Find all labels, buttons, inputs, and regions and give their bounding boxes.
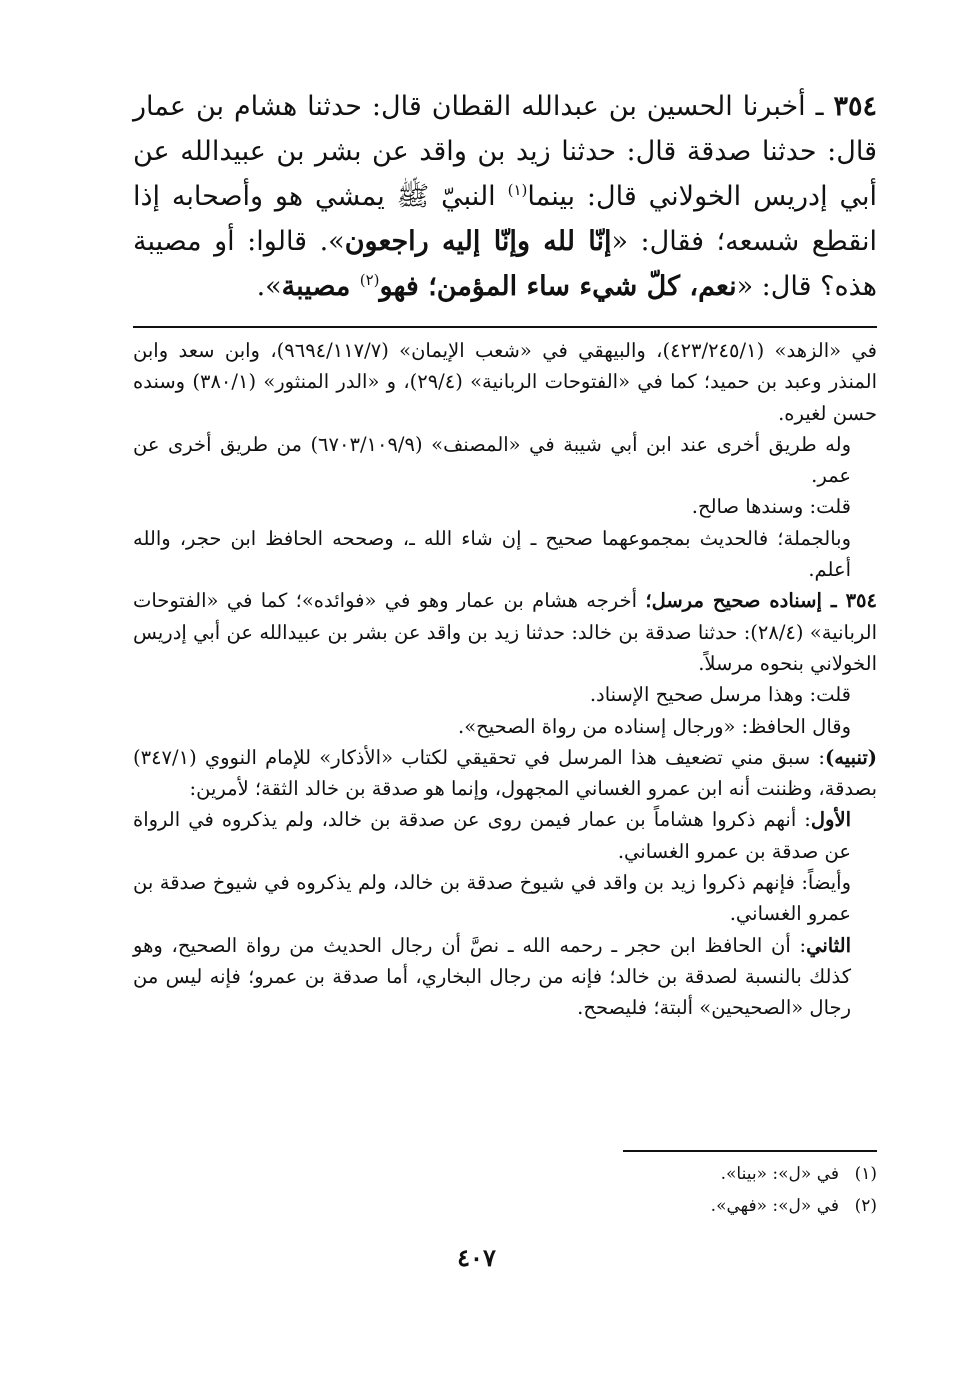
commentary-paragraph: (تنبيه): سبق مني تضعيف هذا المرسل في تحقيقي لكتاب «الأذكار» للإمام النووي (٣٤٧/١) بصدقة، وظننت أنه ابن عمرو الغساني المجهول، وإنما هو صدقة بن خالد الثقة؛ لأمرين: (133, 745, 877, 801)
footnote (133, 1190, 877, 1222)
commentary-paragraph: وبالجملة؛ فالحديث بمجموعهما صحيح ـ إن شاء الله ـ، وصححه الحافظ ابن حجر، والله أعلم. (133, 526, 851, 582)
commentary-paragraph: ٣٥٤ ـ إسناده صحيح مرسل؛ أخرجه هشام بن عمار وهو في «فوائده»؛ كما في «الفتوحات الربانية» (٢٨/٤): حدثنا صدقة بن خالد: حدثنا زيد بن واقد عن بشر بن عبيدالله عن أبي إدريس الخولاني بنحوه مرسلاً. (133, 589, 877, 675)
hadith-chain: ـ أخبرنا الحسين بن عبدالله القطان قال: حدثنا هشام بن عمار قال: حدثنا صدقة قال: حدثنا زيد بن واقد عن بشر بن عبيدالله عن أبي إدريس الخولاني قال: بينما (133, 91, 877, 212)
grading-label: ـ إسناده صحيح مرسل؛ (645, 589, 846, 613)
footnote-ref-2: (٢) (359, 271, 380, 289)
footnote-text: في «ل»: «بينا». (720, 1164, 839, 1184)
hadith-text (133, 84, 877, 309)
commentary-separator (133, 326, 877, 328)
commentary-paragraph: وله طريق أخرى عند ابن أبي شيبة في «المصنف» (٦٧٠٣/١٠٩/٩) من طريق أخرى عن عمر. (133, 432, 851, 488)
hadith-paragraph (133, 84, 877, 309)
commentary-paragraph: قلت: وهذا مرسل صحيح الإسناد. (589, 683, 851, 707)
commentary-paragraph: في «الزهد» (٤٢٣/٢٤٥/١)، والبيهقي في «شعب الإيمان» (٩٦٩٤/١١٧/٧)، وابن سعد وابن المنذر وعبد بن حميد؛ كما في «الفتوحات الربانية» (٢٩/٤)، و «الدر المنثور» (٣٨٠/١) وسنده حسن لغيره. (133, 339, 878, 425)
footnote-text: في «ل»: «فهي». (710, 1196, 839, 1216)
commentary-paragraph: قلت: وسندها صالح. (691, 495, 851, 519)
commentary-paragraph: الأول: أنهم ذكروا هشاماً بن عمار فيمن روى عن صدقة بن خالد، ولم يذكروه في الرواة عن صدقة بن عمرو الغساني. (133, 808, 851, 863)
hadith-end: ». (256, 271, 282, 302)
hadith-quote-2: نعم، كلّ شيء ساء المؤمن؛ فهو (379, 271, 737, 302)
hadith-narration: النبيّ ﷺ يمشي هو وأصحابه إذا انقطع شسعه؛ فقال: « (133, 181, 877, 257)
footnote-ref-1: (١) (507, 181, 528, 199)
hadith-quote-1: إنّا لله وإنّا إليه راجعون (344, 226, 612, 257)
first-reason-label: الأول (810, 808, 851, 832)
hadith-quote-3: مصيبة (281, 271, 360, 302)
hadith-number-ref: ٣٥٤ (845, 589, 877, 613)
footnote-mark: (١) (854, 1164, 877, 1184)
note-label: (تنبيه) (825, 745, 877, 769)
footnote-separator (623, 1150, 877, 1152)
hadith-number: ٣٥٤ (833, 91, 877, 122)
footnotes (133, 1158, 877, 1222)
commentary (133, 335, 877, 1024)
commentary-paragraph: وأيضاً: فإنهم ذكروا زيد بن واقد في شيوخ صدقة بن خالد، ولم يذكروه في شيوخ صدقة بن عمرو الغساني. (133, 871, 851, 926)
footnote-mark: (٢) (854, 1196, 877, 1216)
commentary-paragraph: وقال الحافظ: «ورجال إسناده من رواة الصحيح». (458, 714, 851, 738)
page-number: ٤٠٧ (457, 1243, 496, 1272)
second-reason-label: الثاني (806, 933, 851, 957)
commentary-paragraph: الثاني: أن الحافظ ابن حجر ـ رحمه الله ـ نصَّ أن رجال الحديث من رواة الصحيح، وهو كذلك بالنسبة لصدقة بن خالد؛ فإنه من رجال البخاري، أما صدقة بن عمرو؛ فإنه ليس من رجال «الصحيحين» ألبتة؛ فليصحح. (133, 933, 851, 1020)
footnote (133, 1158, 877, 1190)
hadith-narration-2: ». قالوا: أو مصيبة هذه؟ قال: « (133, 226, 877, 302)
